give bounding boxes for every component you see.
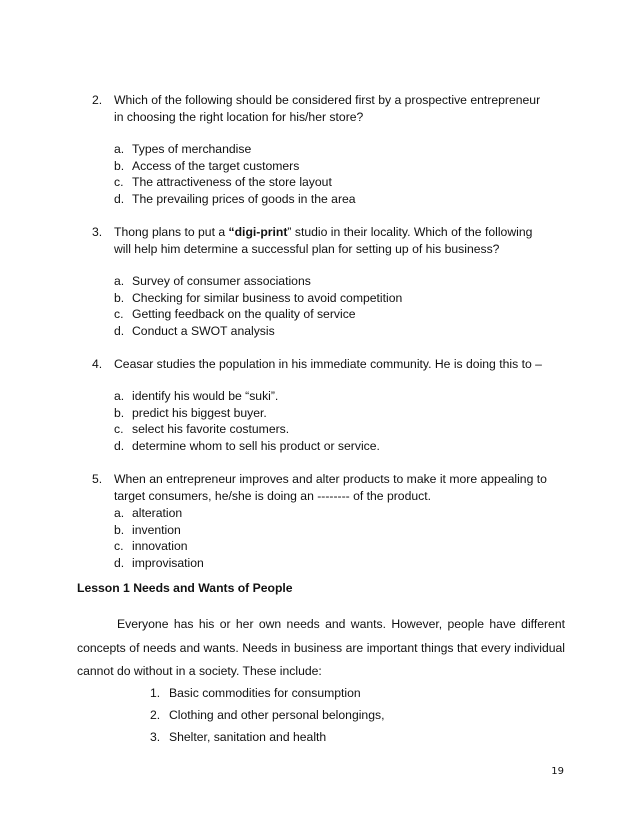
- option-b: [114, 522, 572, 539]
- lesson-title: Lesson 1 Needs and Wants of People: [77, 581, 293, 595]
- option-d: [114, 323, 572, 340]
- option-letter: c.: [114, 307, 124, 321]
- question-number: 5.: [92, 472, 103, 486]
- need-number: 3.: [150, 730, 161, 744]
- option-a: [114, 141, 572, 158]
- option-text: predict his biggest buyer.: [132, 405, 267, 420]
- option-letter: d.: [114, 191, 125, 206]
- option-letter: b.: [114, 405, 125, 420]
- question-text-line-1: [114, 224, 572, 241]
- question-text-line-1: When an entrepreneur improves and alter products to make it more appealing to: [114, 472, 547, 486]
- page-number: 19: [551, 766, 564, 777]
- lesson-paragraph: Everyone has his or her own needs and wants. However, people have different concepts of needs and wants. Needs in business are important things that every individual cannot do without in a society. These include:: [77, 617, 565, 678]
- needs-list: [150, 685, 384, 751]
- option-b: [114, 405, 572, 422]
- question-3-stem: [92, 224, 572, 258]
- option-letter: d.: [114, 555, 125, 570]
- option-a: [114, 388, 572, 405]
- need-item: [150, 729, 384, 751]
- option-text: alteration: [132, 506, 183, 520]
- option-d: [114, 555, 572, 572]
- option-text: The attractiveness of the store layout: [132, 175, 332, 189]
- option-letter: c.: [114, 539, 124, 553]
- option-letter: b.: [114, 522, 125, 537]
- option-d: [114, 438, 572, 455]
- option-text: improvisation: [132, 555, 204, 570]
- option-letter: d.: [114, 323, 125, 338]
- question-text-pre: Thong plans to put a: [114, 225, 229, 239]
- option-c: [114, 538, 572, 555]
- option-b: [114, 290, 572, 307]
- option-letter: c.: [114, 422, 124, 436]
- option-text: The prevailing prices of goods in the area: [132, 191, 356, 206]
- option-letter: a.: [114, 506, 125, 520]
- question-4-stem: [92, 356, 572, 373]
- option-letter: b.: [114, 158, 125, 173]
- question-number: 4.: [92, 357, 103, 371]
- option-text: Survey of consumer associations: [132, 274, 311, 288]
- option-text: identify his would be “suki”.: [132, 389, 279, 403]
- question-4: [92, 356, 572, 454]
- option-text: Types of merchandise: [132, 142, 252, 156]
- option-text: innovation: [132, 539, 188, 553]
- option-text: Getting feedback on the quality of service: [132, 307, 356, 321]
- option-letter: b.: [114, 290, 125, 305]
- need-item: [150, 707, 384, 729]
- question-number: 3.: [92, 225, 103, 239]
- option-text: Checking for similar business to avoid competition: [132, 290, 403, 305]
- need-item: [150, 685, 384, 707]
- option-text: invention: [132, 522, 181, 537]
- need-number: 2.: [150, 708, 161, 722]
- question-2-stem: [92, 92, 572, 126]
- options-list: [92, 388, 572, 454]
- question-3: [92, 224, 572, 339]
- question-text-line-2: target consumers, he/she is doing an -------- of the product.: [114, 489, 432, 503]
- question-5-stem: [92, 471, 572, 505]
- option-text: select his favorite costumers.: [132, 422, 290, 436]
- option-letter: a.: [114, 389, 125, 403]
- option-c: [114, 306, 572, 323]
- option-d: [114, 191, 572, 208]
- question-text-line-1: Which of the following should be considered first by a prospective entrepreneur: [114, 93, 541, 107]
- option-text: determine whom to sell his product or service.: [132, 438, 380, 453]
- option-letter: a.: [114, 142, 125, 156]
- option-text: Conduct a SWOT analysis: [132, 323, 275, 338]
- need-text: Basic commodities for consumption: [169, 686, 361, 700]
- option-letter: c.: [114, 175, 124, 189]
- question-number: 2.: [92, 93, 103, 107]
- option-b: [114, 158, 572, 175]
- digi-print-term: “digi-print: [228, 225, 288, 239]
- options-list: [92, 505, 572, 571]
- need-number: 1.: [150, 686, 161, 700]
- question-text-line-1: Ceasar studies the population in his immediate community. He is doing this to –: [114, 357, 542, 371]
- need-text: Clothing and other personal belongings,: [169, 708, 385, 722]
- option-c: [114, 421, 572, 438]
- option-letter: a.: [114, 274, 125, 288]
- option-a: [114, 273, 572, 290]
- question-text-line-2: in choosing the right location for his/her store?: [114, 110, 364, 124]
- option-text: Access of the target customers: [132, 158, 300, 173]
- options-list: [92, 141, 572, 207]
- question-text-post: ” studio in their locality. Which of the following: [287, 225, 533, 239]
- options-list: [92, 273, 572, 339]
- question-2: [92, 92, 572, 207]
- option-letter: d.: [114, 438, 125, 453]
- question-text-line-2: will help him determine a successful plan for setting up of his business?: [114, 242, 500, 256]
- option-a: [114, 505, 572, 522]
- need-text: Shelter, sanitation and health: [169, 730, 327, 744]
- question-5: [92, 471, 572, 571]
- option-c: [114, 174, 572, 191]
